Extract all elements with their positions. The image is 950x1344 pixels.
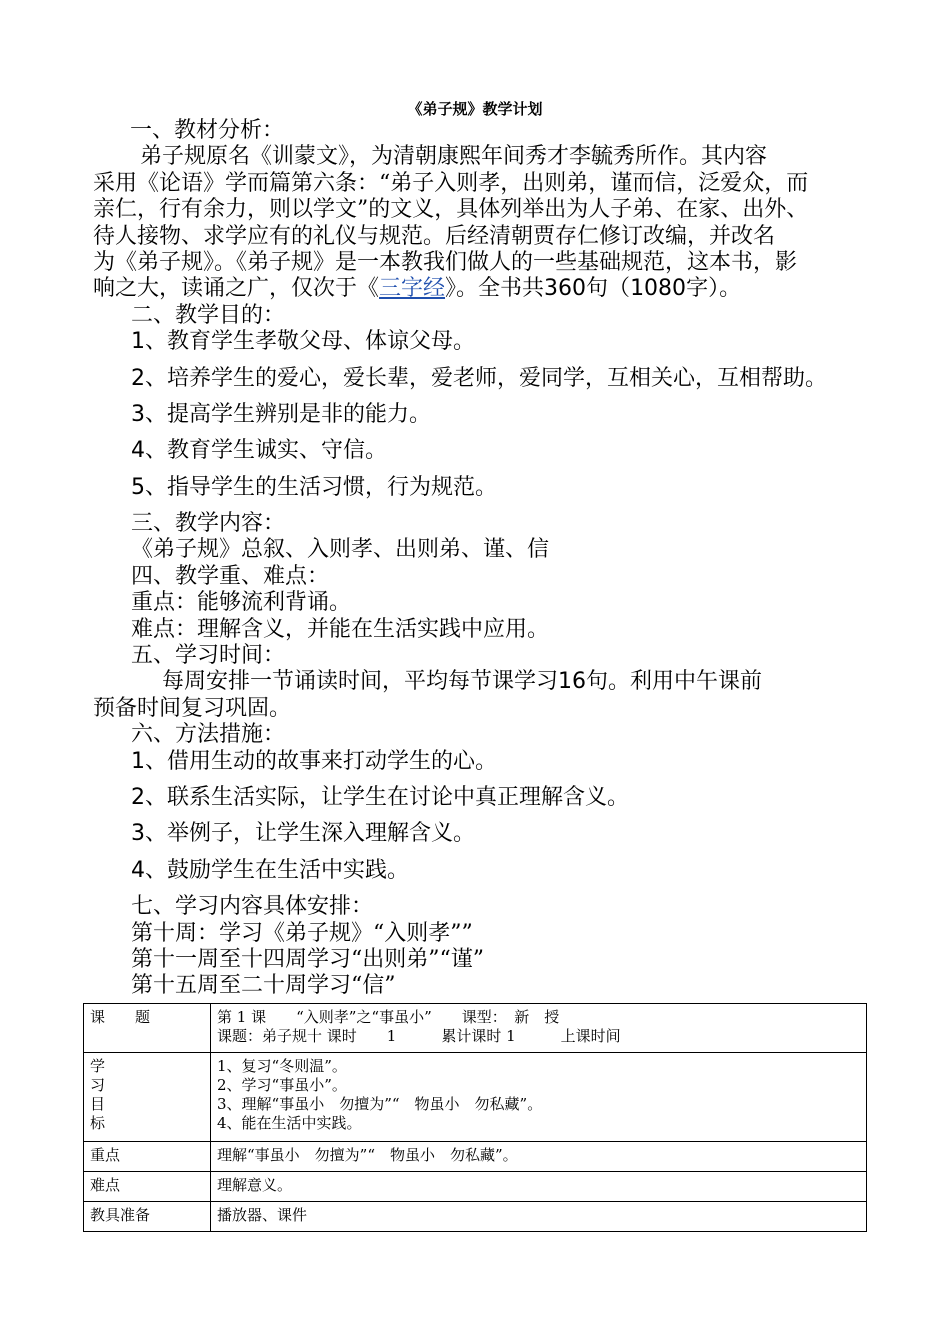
section-heading: 五、学习时间： [131,643,286,669]
section-content: 《弟子规》总叙、入则孝、出则弟、谨、信 [131,537,550,563]
paragraph-line [93,276,883,302]
text-fragment: 句。利用中午课前 [586,669,763,695]
item-number: 2 [131,365,145,391]
section-heading: 三、教学内容： [131,511,286,537]
objective-item: 4、能在生活中实践。 [217,1114,362,1132]
row-value: 播放器、课件 [211,1202,867,1232]
table-row [84,1172,867,1202]
list-item [93,329,883,355]
item-text: 、教育学生孝敬父母、体谅父母。 [145,329,476,355]
row-value: 理解意义。 [211,1172,867,1202]
item-number: 5 [131,474,145,500]
item-number: 3 [131,401,145,427]
table-row [84,1004,867,1053]
list-item [93,366,883,392]
item-text: 、培养学生的爱心，爱长辈，爱老师，爱同学，互相关心，互相帮助。 [145,365,828,391]
label-char: 习 [90,1076,106,1094]
list-item [93,858,883,884]
paragraph-line: 采用《论语》学而篇第六条：“弟子入则孝，出则弟，谨而信，泛爱众，而 [93,170,809,196]
schedule-item: 第十周：学习《弟子规》“入则孝”” [131,920,473,946]
label-char: 目 [90,1095,106,1113]
row-label: 课 题 [84,1004,211,1053]
sentence-count: 360 [544,276,587,302]
lesson-info-line: 课题：弟子规十 课时 1 累计课时 1 上课时间 [217,1027,621,1045]
list-item [93,749,883,775]
list-item [93,438,883,464]
table-row [84,1053,867,1142]
text-fragment: 》。全书共 [445,276,545,302]
item-text: 、鼓励学生在生活中实践。 [145,857,410,883]
paragraph-line: 预备时间复习巩固。 [93,695,292,721]
paragraph-line: 为《弟子规》。《弟子规》是一本教我们做人的一些基础规范，这本书，影 [93,249,798,275]
objective-item: 3、理解“事虽小 勿擅为”“ 物虽小 勿私藏”。 [217,1095,543,1113]
item-number: 3 [131,821,145,847]
item-number: 4 [131,438,145,464]
list-item [93,821,883,847]
row-label: 难点 [84,1172,211,1202]
paragraph-line [93,669,883,695]
item-text: 、举例子，让学生深入理解含义。 [145,821,476,847]
row-label: 教具准备 [84,1202,211,1232]
table-row [84,1202,867,1232]
text-fragment: 响之大，读诵之广，仅次于《 [93,276,380,302]
list-item [93,402,883,428]
text-fragment: 字）。 [686,276,742,302]
schedule-item: 第十五周至二十周学习“信” [131,973,396,999]
item-text: 、借用生动的故事来打动学生的心。 [145,748,498,774]
document-title: 《弟子规》教学计划 [407,100,543,118]
row-label [84,1053,211,1142]
sentence-count: 16 [558,669,587,695]
item-text: 、联系生活实际，让学生在讨论中真正理解含义。 [145,784,630,810]
list-item [93,475,883,501]
item-text: 、提高学生辨别是非的能力。 [145,401,432,427]
sanzijing-link[interactable]: 三字经 [379,276,446,302]
item-text: 、教育学生诚实、守信。 [145,438,388,464]
difficult-point: 难点：理解含义，并能在生活实践中应用。 [131,616,550,642]
row-value [211,1004,867,1053]
label-char: 学 [90,1057,106,1075]
document-body [93,118,883,1000]
item-number: 1 [131,748,145,774]
row-value: 理解“事虽小 勿擅为”“ 物虽小 勿私藏”。 [211,1142,867,1172]
item-text: 、指导学生的生活习惯，行为规范。 [145,474,498,500]
item-number: 2 [131,784,145,810]
schedule-item: 第十一周至十四周学习“出则弟”“谨” [131,946,484,972]
paragraph-line: 亲仁，行有余力，则以学文”的文义，具体列举出为人子弟、在家、出外、 [93,197,809,223]
section-heading: 一、教材分析： [130,118,285,143]
item-number: 1 [131,329,145,355]
text-fragment: 每周安排一节诵读时间，平均每节课学习 [162,669,559,695]
list-item [93,785,883,811]
char-count: 1080 [630,276,687,302]
objective-item: 1、复习“冬则温”。 [217,1057,347,1075]
row-value [211,1053,867,1142]
section-heading: 四、教学重、难点： [131,563,330,589]
item-number: 4 [131,857,145,883]
section-heading: 七、学习内容具体安排： [131,894,374,920]
lesson-plan-table [83,1003,867,1232]
section-heading: 六、方法措施： [131,722,286,748]
paragraph-line: 待人接物、求学应有的礼仪与规范。后经清朝贾存仁修订改编，并改名 [93,223,776,249]
key-point: 重点：能够流利背诵。 [131,590,352,616]
text-fragment: 句（ [586,276,631,302]
table-row [84,1142,867,1172]
lesson-title-line: 第 1 课 “入则孝”之“事虽小” 课型： 新 授 [217,1008,560,1026]
section-heading: 二、教学目的： [131,302,286,328]
objective-item: 2、学习“事虽小”。 [217,1076,347,1094]
row-label: 重点 [84,1142,211,1172]
paragraph-line: 弟子规原名《训蒙文》，为清朝康熙年间秀才李毓秀所作。其内容 [140,144,768,170]
label-char: 标 [90,1114,106,1132]
